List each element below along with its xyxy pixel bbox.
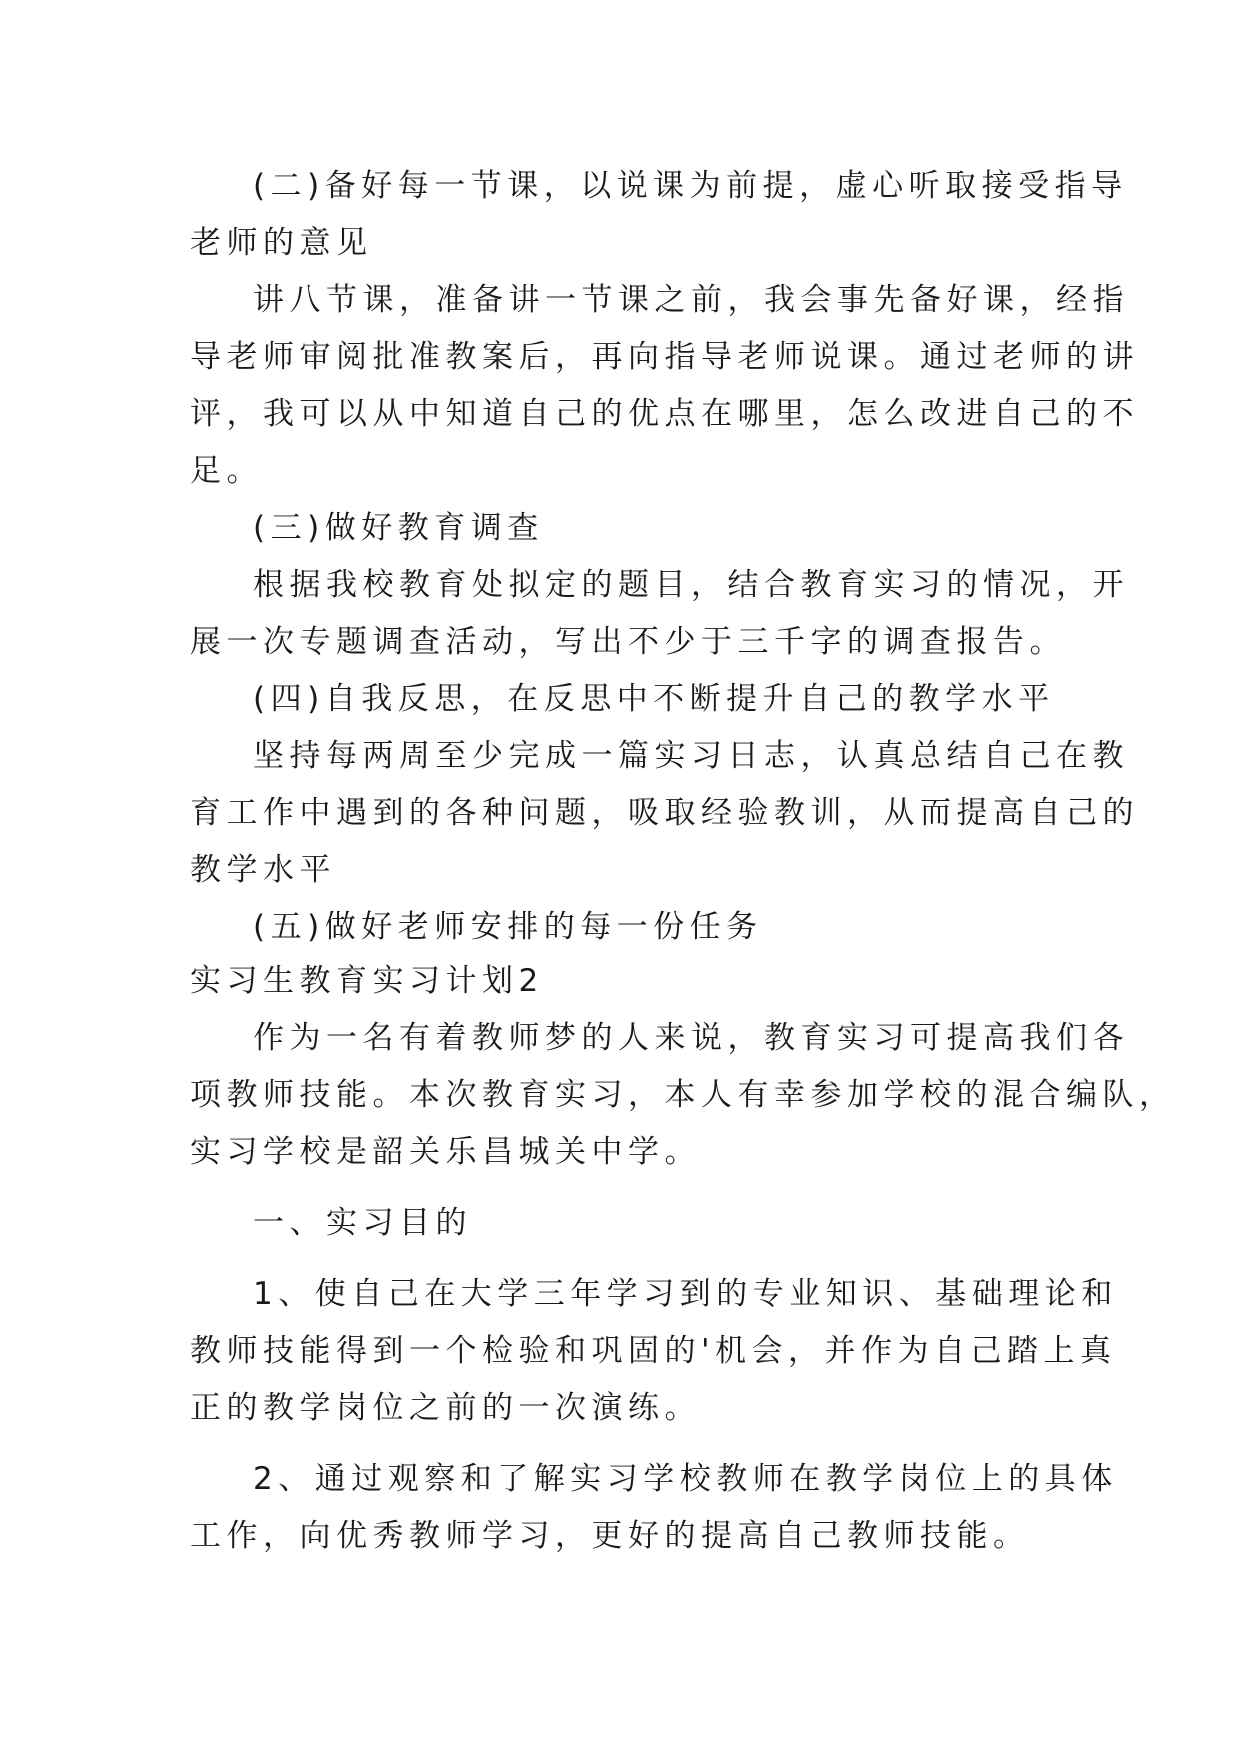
text-line: 讲八节课，准备讲一节课之前，我会事先备好课，经指 [253,282,1129,318]
text-line: 根据我校教育处拟定的题目，结合教育实习的情况，开 [253,567,1129,603]
section-heading-4: (四)自我反思，在反思中不断提升自己的教学水平 [253,681,1055,717]
document-title: 实习生教育实习计划2 [190,963,544,999]
text-line: 实习学校是韶关乐昌城关中学。 [190,1134,701,1170]
section-heading-2: (二)备好每一节课，以说课为前提，虚心听取接受指导 [253,168,1128,204]
text-line: 正的教学岗位之前的一次演练。 [190,1390,701,1426]
text-line: 教师技能得到一个检验和巩固的'机会，并作为自己踏上真 [190,1333,1117,1369]
text-line: 足。 [190,453,263,489]
text-line: 作为一名有着教师梦的人来说，教育实习可提高我们各 [253,1020,1129,1056]
text-line: 1、使自己在大学三年学习到的专业知识、基础理论和 [253,1276,1118,1312]
text-line: 项教师技能。本次教育实习，本人有幸参加学校的混合编队， [190,1077,1176,1113]
section-heading-3: (三)做好教育调查 [253,510,544,546]
text-line: 展一次专题调查活动，写出不少于三千字的调查报告。 [190,624,1066,660]
text-line: 工作，向优秀教师学习，更好的提高自己教师技能。 [190,1518,1030,1554]
text-line: 2、通过观察和了解实习学校教师在教学岗位上的具体 [253,1461,1118,1497]
text-line: 教学水平 [190,852,336,888]
text-line: 育工作中遇到的各种问题，吸取经验教训，从而提高自己的 [190,795,1139,831]
text-line: 老师的意见 [190,225,373,261]
text-line: 导老师审阅批准教案后，再向指导老师说课。通过老师的讲 [190,339,1139,375]
section-heading-5: (五)做好老师安排的每一份任务 [253,909,763,945]
text-line: 坚持每两周至少完成一篇实习日志，认真总结自己在教 [253,738,1129,774]
section-heading-objectives: 一、实习目的 [253,1205,472,1241]
text-line: 评，我可以从中知道自己的优点在哪里，怎么改进自己的不 [190,396,1139,432]
